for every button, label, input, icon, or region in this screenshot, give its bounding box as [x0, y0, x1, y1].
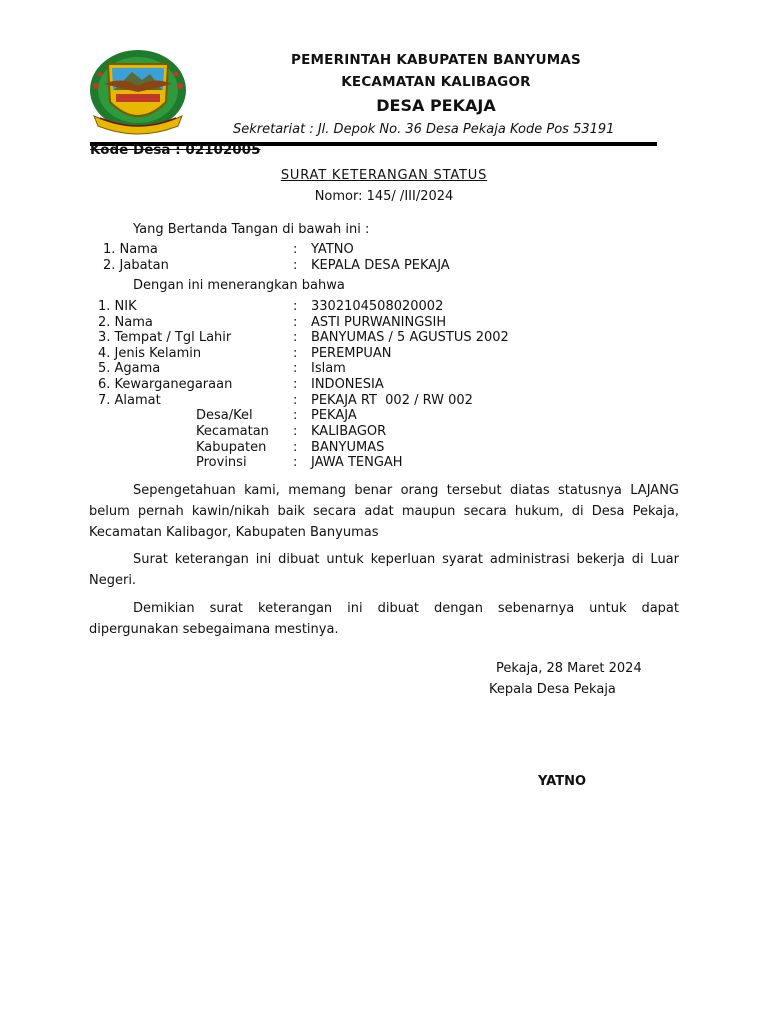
subject-label: 7. Alamat [98, 393, 161, 408]
signer-label: 1. Nama [103, 242, 158, 257]
subject-value: 3302104508020002 [311, 299, 444, 314]
colon: : [293, 330, 298, 345]
subject-label: 1. NIK [98, 299, 137, 314]
colon: : [293, 424, 298, 439]
address-value: BANYUMAS [311, 440, 385, 455]
address-label: Kecamatan [196, 424, 269, 439]
colon: : [293, 299, 298, 314]
colon: : [293, 408, 298, 423]
colon: : [293, 393, 298, 408]
paragraph-status: Sepengetahuan kami, memang benar orang tersebut diatas statusnya LAJANG belum pernah kawin/nikah baik secara adat maupun secara hukum, di Desa Pekaja, Kecamatan Kalibagor, Kabupaten Banyumas [89, 483, 679, 540]
village-code: Kode Desa : 02102005 [90, 142, 261, 158]
subject-value: Islam [311, 361, 346, 376]
subject-value: ASTI PURWANINGSIH [311, 315, 447, 330]
subject-value: PEREMPUAN [311, 346, 392, 361]
address-label: Provinsi [196, 455, 247, 470]
states-text: Dengan ini menerangkan bahwa [133, 278, 345, 293]
paragraph-closing: Demikian surat keterangan ini dibuat dengan sebenarnya untuk dapat dipergunakan sebegaimana mestinya. [89, 601, 679, 637]
signer-position: Kepala Desa Pekaja [489, 682, 616, 697]
address-value: KALIBAGOR [311, 424, 387, 439]
letter-number: Nomor: 145/ /III/2024 [314, 189, 454, 204]
letter-title: SURAT KETERANGAN STATUS [280, 168, 488, 183]
subject-label: 2. Nama [98, 315, 153, 330]
paragraph-purpose: Surat keterangan ini dibuat untuk keperluan syarat administrasi bekerja di Luar Negeri. [89, 552, 679, 588]
subject-label: 5. Agama [98, 361, 161, 376]
address-label: Desa/Kel [196, 408, 253, 423]
colon: : [293, 440, 298, 455]
intro-text: Yang Bertanda Tangan di bawah ini : [133, 222, 370, 237]
signer-value: YATNO [311, 242, 354, 257]
address-value: JAWA TENGAH [311, 455, 403, 470]
header-line-district: KECAMATAN KALIBAGOR [341, 74, 531, 90]
subject-value: INDONESIA [311, 377, 384, 392]
colon: : [293, 346, 298, 361]
colon: : [293, 315, 298, 330]
signer-value: KEPALA DESA PEKAJA [311, 258, 450, 273]
colon: : [293, 258, 298, 273]
header-line-village: DESA PEKAJA [376, 96, 496, 115]
colon: : [293, 455, 298, 470]
subject-value: BANYUMAS / 5 AGUSTUS 2002 [311, 330, 509, 345]
subject-value: PEKAJA RT 002 / RW 002 [311, 393, 473, 408]
header-address: Sekretariat : Jl. Depok No. 36 Desa Pekaja Kode Pos 53191 [233, 122, 615, 137]
header-line-government: PEMERINTAH KABUPATEN BANYUMAS [291, 52, 581, 68]
colon: : [293, 242, 298, 257]
address-value: PEKAJA [311, 408, 357, 423]
colon: : [293, 361, 298, 376]
address-label: Kabupaten [196, 440, 267, 455]
subject-label: 6. Kewarganegaraan [98, 377, 233, 392]
colon: : [293, 377, 298, 392]
signer-name: YATNO [538, 774, 587, 789]
signer-label: 2. Jabatan [103, 258, 169, 273]
subject-label: 3. Tempat / Tgl Lahir [98, 330, 232, 345]
subject-label: 4. Jenis Kelamin [98, 346, 202, 361]
place-date: Pekaja, 28 Maret 2024 [496, 661, 642, 676]
